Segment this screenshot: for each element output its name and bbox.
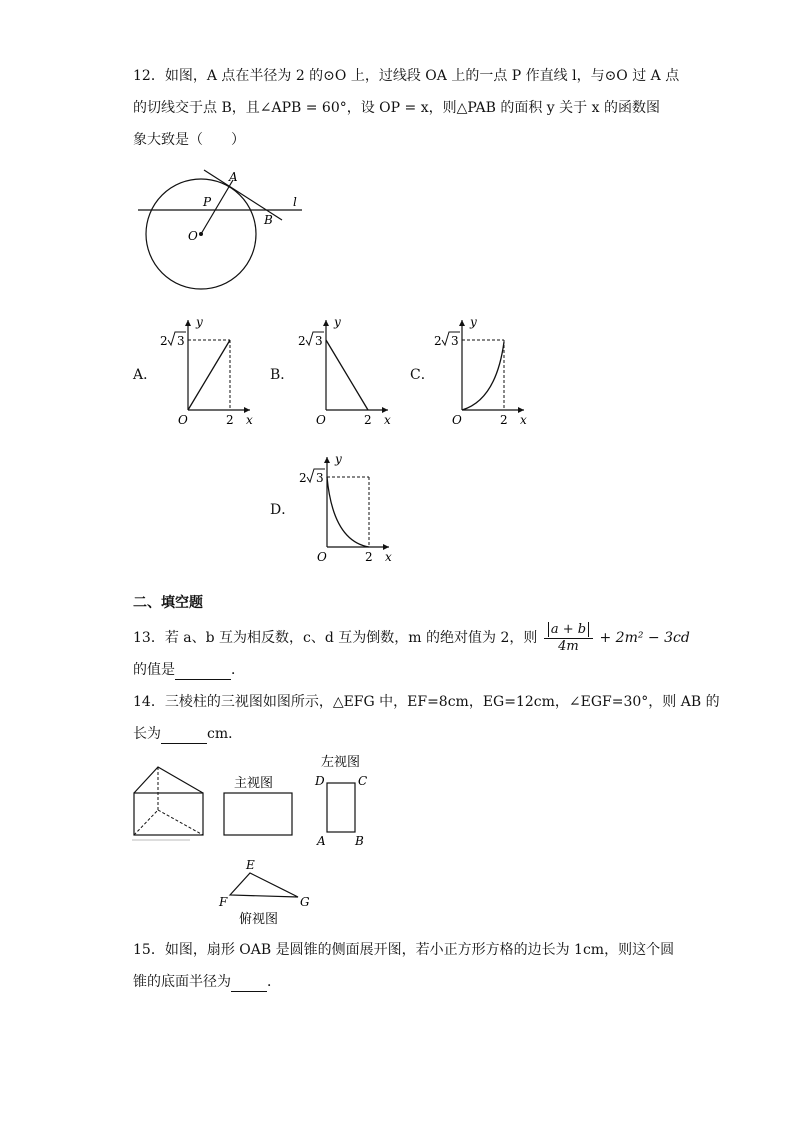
q15-end: ．: [267, 974, 281, 990]
q15-line2-prefix: 锥的底面半径为: [133, 974, 231, 990]
q14-line2-suffix: cm．: [207, 726, 243, 742]
top-view-triangle: [230, 873, 298, 897]
x-tick-2: 2: [226, 413, 234, 427]
label-p: P: [203, 195, 212, 209]
option-d-graph: [297, 449, 397, 569]
origin-label: O: [178, 413, 188, 427]
option-a-graph: [158, 312, 258, 432]
x-tick-2: 2: [365, 550, 373, 564]
function-curve: [327, 477, 369, 547]
q15-line2: [133, 972, 281, 992]
option-b-graph: [296, 312, 396, 432]
label-g: G: [300, 895, 310, 909]
x-axis-label: x: [520, 413, 527, 427]
prism-hidden-left: [134, 810, 158, 835]
label-a: A: [229, 170, 238, 184]
origin-label: O: [452, 413, 462, 427]
x-tick-2: 2: [500, 413, 508, 427]
y-max-radicand: 3: [177, 334, 185, 348]
label-b14: B: [355, 834, 364, 848]
x-tick-2: 2: [364, 413, 372, 427]
q13-answer-blank[interactable]: [175, 665, 231, 680]
y-max-radicand: 3: [451, 334, 459, 348]
top-view-label: 俯视图: [239, 912, 279, 927]
label-e: E: [246, 858, 255, 872]
option-a-label: A．: [133, 367, 158, 383]
q13-line2-text: 的值是: [133, 662, 175, 678]
prism-figure: [128, 745, 378, 927]
label-c: C: [358, 774, 368, 788]
y-axis-label: y: [470, 315, 477, 329]
q13-frac-den: 4m: [558, 638, 579, 654]
front-view-label: 主视图: [234, 776, 274, 791]
y-max-radicand: 3: [316, 471, 324, 485]
q13-line1: [133, 620, 690, 656]
y-axis-arrow: [185, 320, 191, 326]
label-f: F: [219, 895, 228, 909]
y-axis-arrow: [324, 457, 330, 463]
y-max-coef: 2: [160, 334, 168, 348]
option-d-label: D．: [270, 502, 296, 518]
q12-line3: 象大致是（ ）: [133, 132, 245, 148]
label-o: O: [188, 229, 198, 243]
y-axis-label: y: [196, 315, 203, 329]
section-title: 二、填空题: [133, 595, 203, 611]
q14-answer-blank[interactable]: [161, 729, 207, 744]
prism-top-edges: [134, 767, 203, 793]
q15-answer-blank[interactable]: [231, 977, 267, 992]
y-axis-arrow: [459, 320, 465, 326]
prism-front-face: [134, 793, 203, 835]
q14-line2: [133, 724, 242, 744]
function-curve: [188, 340, 230, 410]
y-axis-label: y: [335, 452, 342, 466]
q13-prefix: 13．若 a、b 互为相反数，c、d 互为倒数，m 的绝对值为 2，则: [133, 630, 538, 646]
q12-line1: 12．如图，A 点在半径为 2 的⊙O 上，过线段 OA 上的一点 P 作直线 l，与⊙O 过 A 点: [133, 68, 680, 84]
x-axis-label: x: [246, 413, 253, 427]
label-l: l: [293, 195, 297, 209]
q12-line2: 的切线交于点 B，且∠APB = 60°，设 OP = x，则△PAB 的面积 y 关于 x 的函数图: [133, 100, 660, 116]
option-c-label: C．: [410, 367, 435, 383]
y-axis-label: y: [334, 315, 341, 329]
prism-hidden-right: [158, 810, 203, 835]
q15-line1: 15．如图，扇形 OAB 是圆锥的侧面展开图，若小正方形方格的边长为 1cm，则这个圆: [133, 942, 675, 958]
q13-line2: [133, 660, 245, 680]
x-axis-label: x: [385, 550, 392, 564]
q14-line2-prefix: 长为: [133, 726, 161, 742]
origin-label: O: [316, 413, 326, 427]
label-b: B: [264, 213, 273, 227]
y-max-coef: 2: [434, 334, 442, 348]
y-max-coef: 2: [298, 334, 306, 348]
y-axis-arrow: [323, 320, 329, 326]
option-c-graph: [432, 312, 532, 432]
function-curve: [326, 340, 368, 410]
circle-figure: [130, 160, 320, 290]
q13-fraction: [544, 622, 593, 655]
left-view-rect: [327, 783, 355, 832]
option-b-label: B．: [270, 367, 295, 383]
label-d: D: [315, 774, 325, 788]
label-a14: A: [317, 834, 326, 848]
x-axis-label: x: [384, 413, 391, 427]
left-view-label: 左视图: [321, 755, 361, 770]
q13-frac-num: a + b: [548, 622, 589, 637]
front-view-rect: [224, 793, 292, 835]
origin-label: O: [317, 550, 327, 564]
y-max-coef: 2: [299, 471, 307, 485]
center-dot: [199, 232, 203, 236]
y-max-radicand: 3: [315, 334, 323, 348]
q13-end: ．: [231, 662, 245, 678]
q13-suffix: + 2m² − 3cd: [599, 630, 690, 646]
function-curve: [462, 342, 504, 410]
q14-line1: 14．三棱柱的三视图如图所示，△EFG 中，EF=8cm，EG=12cm，∠EGF=30°，则 AB 的: [133, 694, 720, 710]
